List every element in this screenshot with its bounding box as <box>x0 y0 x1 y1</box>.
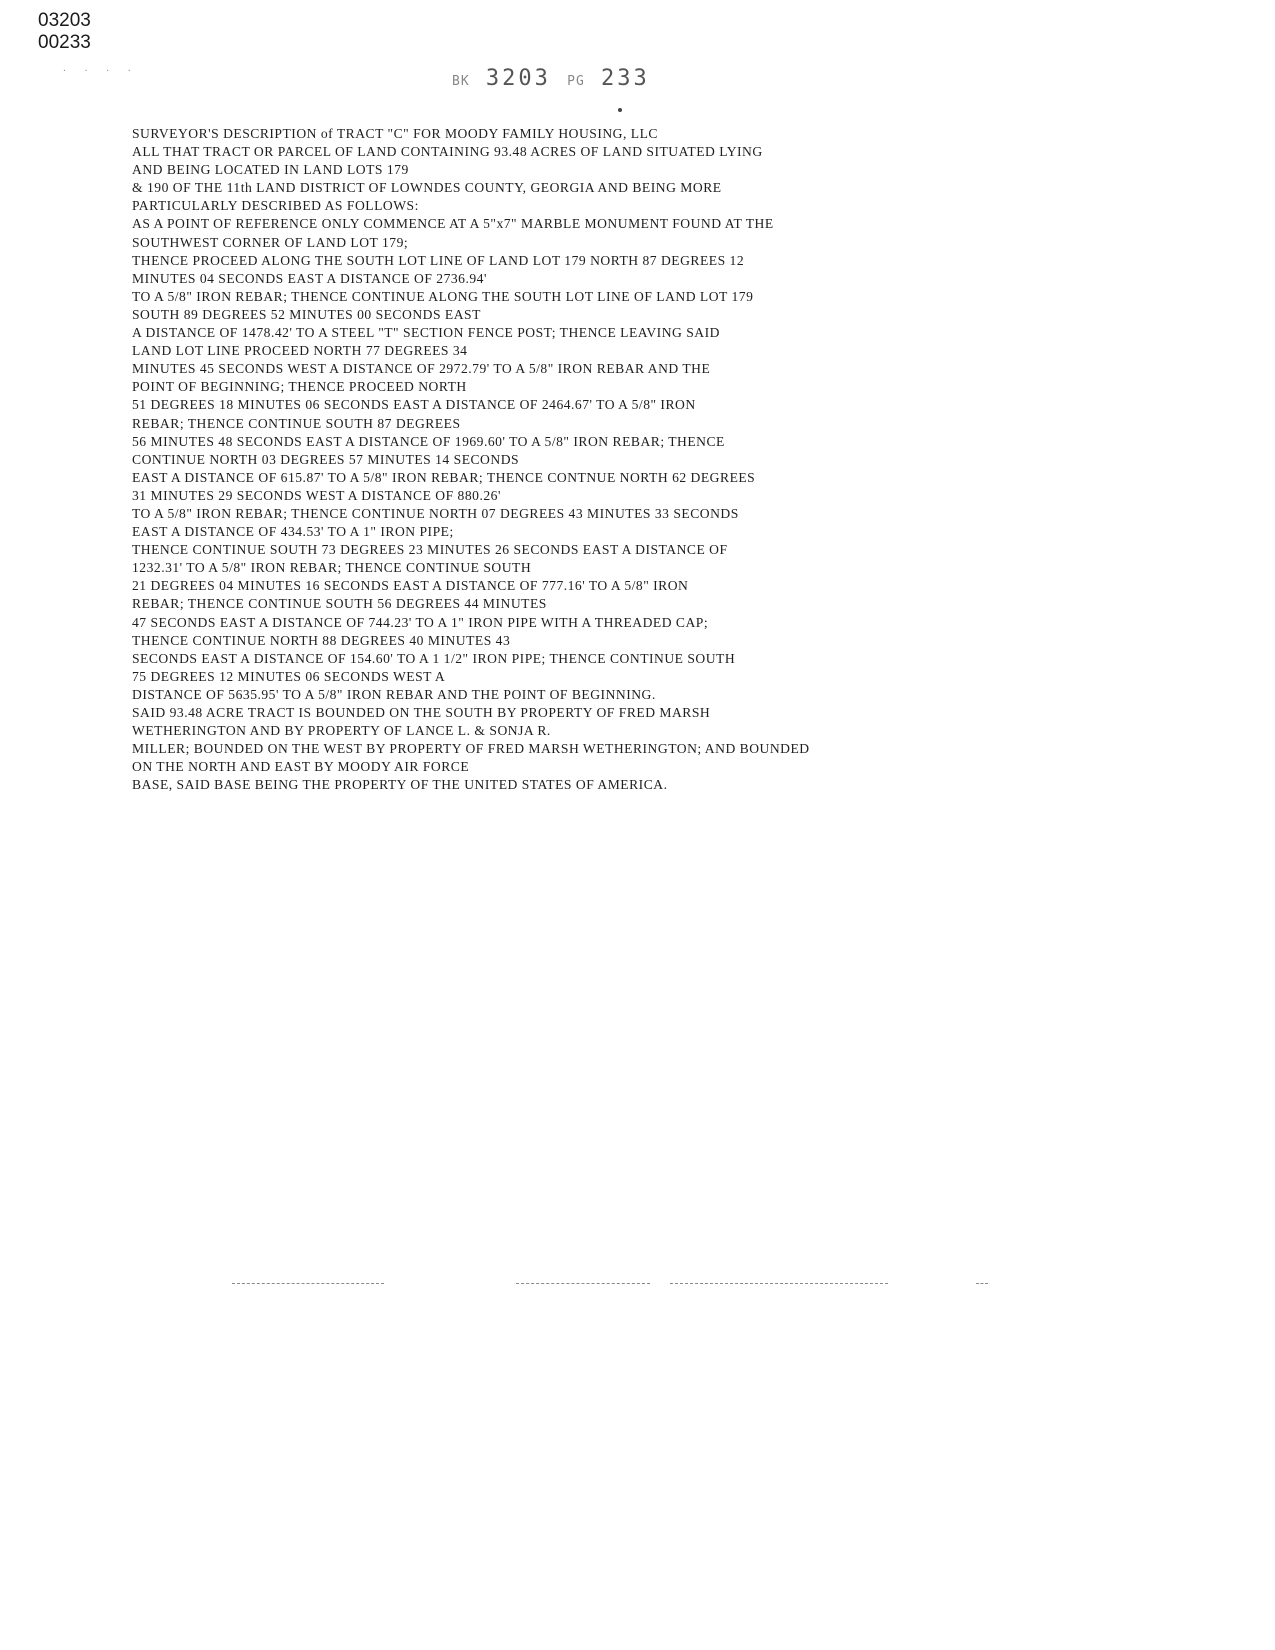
scan-artifact-line <box>670 1283 888 1284</box>
description-line: EAST A DISTANCE OF 615.87' TO A 5/8" IRON REBAR; THENCE CONTNUE NORTH 62 DEGREES <box>132 469 756 485</box>
description-line: & 190 OF THE 11th LAND DISTRICT OF LOWNDES COUNTY, GEORGIA AND BEING MORE <box>132 180 722 196</box>
description-line: 21 DEGREES 04 MINUTES 16 SECONDS EAST A DISTANCE OF 777.16' TO A 5/8" IRON <box>132 578 689 594</box>
scan-specks: · · · · <box>62 66 138 75</box>
description-line: DISTANCE OF 5635.95' TO A 5/8" IRON REBAR AND THE POINT OF BEGINNING. <box>132 686 656 702</box>
stamp-page-number: 233 <box>601 66 650 91</box>
stamp-page-label: PG <box>567 74 585 89</box>
description-line: MILLER; BOUNDED ON THE WEST BY PROPERTY OF FRED MARSH WETHERINGTON; AND BOUNDED <box>132 741 810 757</box>
description-line: LAND LOT LINE PROCEED NORTH 77 DEGREES 34 <box>132 343 468 359</box>
description-line: SAID 93.48 ACRE TRACT IS BOUNDED ON THE SOUTH BY PROPERTY OF FRED MARSH <box>132 705 711 720</box>
description-line: SECONDS EAST A DISTANCE OF 154.60' TO A 1 1/2" IRON PIPE; THENCE CONTINUE SOUTH <box>132 650 736 666</box>
description-line: AS A POINT OF REFERENCE ONLY COMMENCE AT A 5"x7" MARBLE MONUMENT FOUND AT THE <box>132 216 774 232</box>
stamp-book-prefix: BK <box>452 74 470 89</box>
description-line: WETHERINGTON AND BY PROPERTY OF LANCE L. & SONJA R. <box>132 723 551 739</box>
description-line: 47 SECONDS EAST A DISTANCE OF 744.23' TO A 1" IRON PIPE WITH A THREADED CAP; <box>132 614 709 630</box>
scan-artifact-line <box>976 1283 988 1284</box>
description-line: ON THE NORTH AND EAST BY MOODY AIR FORCE <box>132 759 470 775</box>
description-line: AND BEING LOCATED IN LAND LOTS 179 <box>132 162 409 178</box>
description-line: 1232.31' TO A 5/8" IRON REBAR; THENCE CONTINUE SOUTH <box>132 560 532 576</box>
description-line: CONTINUE NORTH 03 DEGREES 57 MINUTES 14 SECONDS <box>132 451 520 467</box>
description-line: 75 DEGREES 12 MINUTES 06 SECONDS WEST A <box>132 668 446 684</box>
book-number: 03203 <box>38 10 91 31</box>
description-line: 31 MINUTES 29 SECONDS WEST A DISTANCE OF 880.26' <box>132 487 501 503</box>
page-number: 00233 <box>38 32 91 53</box>
description-line: PARTICULARLY DESCRIBED AS FOLLOWS: <box>132 198 419 214</box>
description-line: THENCE PROCEED ALONG THE SOUTH LOT LINE OF LAND LOT 179 NORTH 87 DEGREES 12 <box>132 252 745 268</box>
description-line: POINT OF BEGINNING; THENCE PROCEED NORTH <box>132 379 467 395</box>
description-line: REBAR; THENCE CONTINUE SOUTH 87 DEGREES <box>132 415 461 431</box>
description-line: THENCE CONTINUE SOUTH 73 DEGREES 23 MINUTES 26 SECONDS EAST A DISTANCE OF <box>132 542 728 558</box>
scan-dot <box>618 108 622 112</box>
description-line: 51 DEGREES 18 MINUTES 06 SECONDS EAST A DISTANCE OF 2464.67' TO A 5/8" IRON <box>132 397 696 413</box>
description-line: ALL THAT TRACT OR PARCEL OF LAND CONTAINING 93.48 ACRES OF LAND SITUATED LYING <box>132 144 763 160</box>
description-line: MINUTES 45 SECONDS WEST A DISTANCE OF 2972.79' TO A 5/8" IRON REBAR AND THE <box>132 361 711 377</box>
description-line: A DISTANCE OF 1478.42' TO A STEEL "T" SECTION FENCE POST; THENCE LEAVING SAID <box>132 325 720 341</box>
description-line: 56 MINUTES 48 SECONDS EAST A DISTANCE OF 1969.60' TO A 5/8" IRON REBAR; THENCE <box>132 433 725 449</box>
recording-stamp <box>452 66 650 91</box>
surveyor-description <box>132 125 1132 794</box>
book-page-reference <box>38 10 91 54</box>
description-line: SOUTHWEST CORNER OF LAND LOT 179; <box>132 234 409 250</box>
description-line: BASE, SAID BASE BEING THE PROPERTY OF THE UNITED STATES OF AMERICA. <box>132 777 668 793</box>
scan-artifact-line <box>516 1283 650 1284</box>
description-line: REBAR; THENCE CONTINUE SOUTH 56 DEGREES 44 MINUTES <box>132 596 547 612</box>
stamp-book-number: 3203 <box>485 66 551 91</box>
scan-artifact-line <box>232 1283 384 1284</box>
description-line: MINUTES 04 SECONDS EAST A DISTANCE OF 2736.94' <box>132 270 487 286</box>
description-line: THENCE CONTINUE NORTH 88 DEGREES 40 MINUTES 43 <box>132 632 511 648</box>
description-line: TO A 5/8" IRON REBAR; THENCE CONTINUE NORTH 07 DEGREES 43 MINUTES 33 SECONDS <box>132 505 739 521</box>
description-line: TO A 5/8" IRON REBAR; THENCE CONTINUE ALONG THE SOUTH LOT LINE OF LAND LOT 179 <box>132 288 754 304</box>
description-line: EAST A DISTANCE OF 434.53' TO A 1" IRON PIPE; <box>132 524 454 540</box>
description-line: SURVEYOR'S DESCRIPTION of TRACT "C" FOR MOODY FAMILY HOUSING, LLC <box>132 126 658 141</box>
description-line: SOUTH 89 DEGREES 52 MINUTES 00 SECONDS EAST <box>132 306 481 322</box>
